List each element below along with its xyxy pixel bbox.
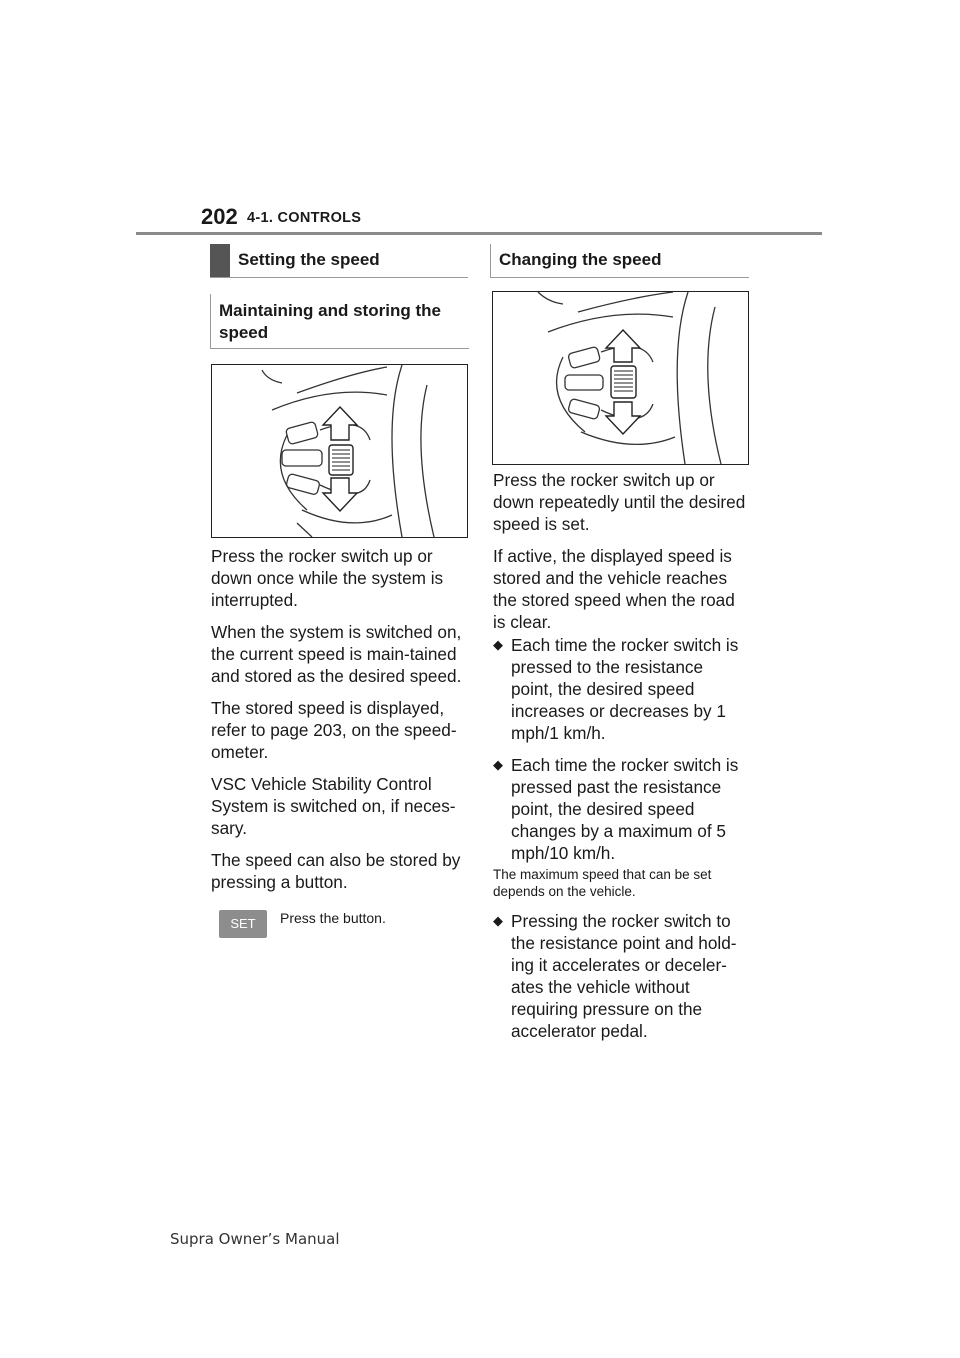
- heading-bar: [210, 244, 230, 277]
- note-text: The maximum speed that can be set depends on the vehicle.: [493, 867, 712, 899]
- section-title: 4-1. CONTROLS: [247, 210, 362, 226]
- page-number: 202: [201, 204, 238, 229]
- right-paragraph-1: Press the rocker switch up or down repeatedly until the desired speed is set.: [493, 470, 746, 534]
- bullet-text: Each time the rocker switch is pressed past the resistance point, the desired speed changes by a maximum of 5 mph/10 km/h.: [511, 755, 739, 863]
- left-paragraph-1: Press the rocker switch up or down once while the system is interrupted.: [211, 546, 444, 610]
- left-paragraph-4: VSC Vehicle Stability Control System is switched on, if neces-sary.: [211, 774, 456, 838]
- diamond-bullet-icon: ◆: [493, 757, 503, 772]
- bullet-text: Each time the rocker switch is pressed to the resistance point, the desired speed increases or decreases by 1 mph/1 km/h.: [511, 635, 739, 743]
- left-paragraph-5: The speed can also be stored by pressing a button.: [211, 850, 461, 892]
- bullet-text: Pressing the rocker switch to the resistance point and hold-ing it accelerates or deceler-ates the vehicle without requiring pressure on the accelerator pedal.: [511, 911, 737, 1041]
- heading-changing-speed: [490, 244, 749, 278]
- right-bullets-2: [493, 910, 749, 1052]
- heading-setting-speed: [210, 244, 468, 278]
- diamond-bullet-icon: ◆: [493, 913, 503, 928]
- heading-maintaining-storing: [210, 294, 469, 349]
- rocker-switch-illustration-left: [211, 364, 468, 538]
- left-paragraph-3: The stored speed is displayed, refer to page 203, on the speed-ometer.: [211, 698, 457, 762]
- set-button-icon: SET: [219, 910, 267, 938]
- left-paragraph-2: When the system is switched on, the current speed is main-tained and stored as the desired speed.: [211, 622, 462, 686]
- heading-text: Maintaining and storing the speed: [219, 301, 441, 342]
- left-paragraphs: [211, 545, 469, 903]
- steering-wheel-controls-icon: [212, 365, 467, 537]
- right-bullets: [493, 634, 749, 874]
- steering-wheel-controls-icon: [493, 292, 748, 464]
- heading-text: Changing the speed: [499, 250, 662, 269]
- list-item: [493, 910, 749, 1042]
- right-paragraphs: [493, 469, 751, 643]
- right-paragraph-2: If active, the displayed speed is stored and the vehicle reaches the stored speed when the road is clear.: [493, 546, 735, 632]
- footer-text: Supra Owner’s Manual: [170, 1230, 340, 1248]
- list-item: [493, 634, 749, 744]
- set-button-caption: Press the button.: [280, 910, 386, 926]
- rocker-switch-illustration-right: [492, 291, 749, 465]
- header-rule: [136, 232, 822, 235]
- diamond-bullet-icon: ◆: [493, 637, 503, 652]
- heading-text: Setting the speed: [238, 250, 380, 269]
- list-item: [493, 754, 749, 864]
